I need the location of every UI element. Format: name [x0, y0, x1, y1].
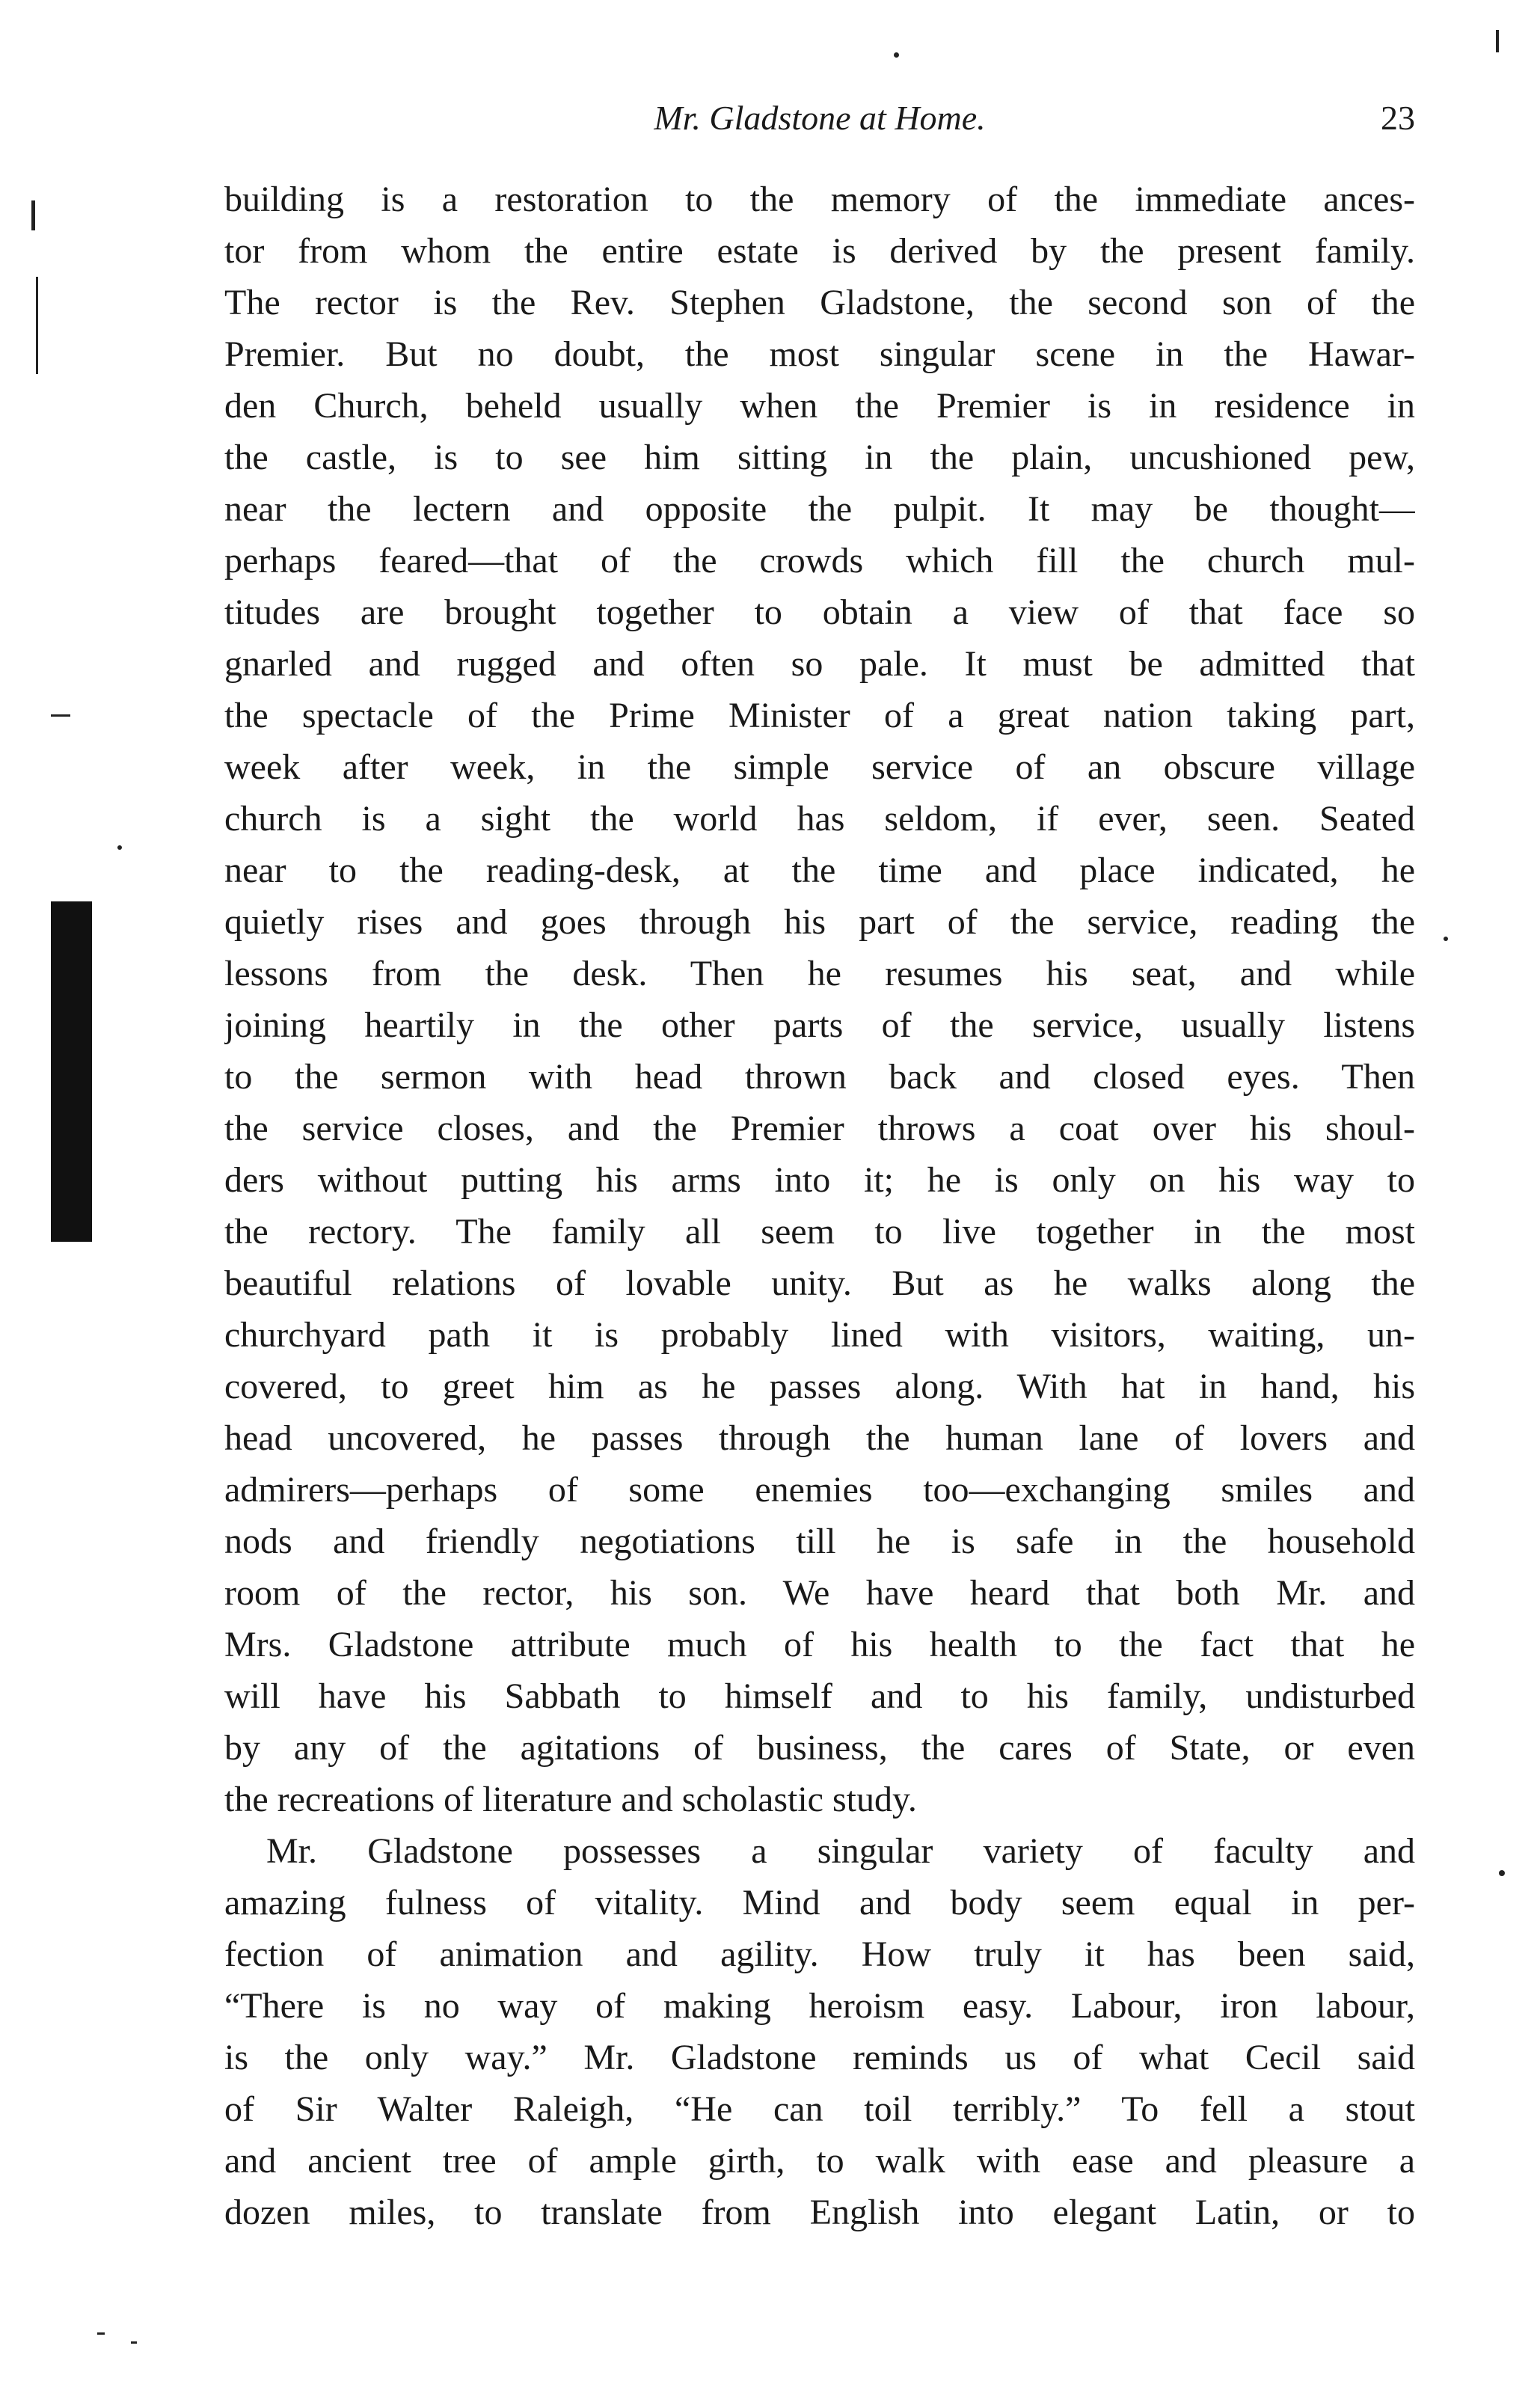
- page-number: 23: [1381, 99, 1415, 137]
- body-text: [224, 174, 1415, 2238]
- text-line: building is a restoration to the memory of the immediate ances-: [224, 180, 1415, 219]
- text-line: den Church, beheld usually when the Premier is in residence in: [224, 386, 1415, 426]
- text-line: joining heartily in the other parts of the service, usually listens: [224, 1005, 1415, 1045]
- text-line: near the lectern and opposite the pulpit. It may be thought—: [224, 489, 1415, 529]
- text-line: the recreations of literature and scholastic study.: [224, 1780, 917, 1819]
- running-title: Mr. Gladstone at Home.: [654, 99, 986, 137]
- text-line: “There is no way of making heroism easy. Labour, iron labour,: [224, 1986, 1415, 2026]
- text-line: ders without putting his arms into it; he is only on his way to: [224, 1160, 1415, 1200]
- scan-artifact-mark: [117, 845, 122, 850]
- scan-artifact-mark: [1499, 1870, 1505, 1876]
- text-line: quietly rises and goes through his part of the service, reading the: [224, 902, 1415, 942]
- text-line: perhaps feared—that of the crowds which fill the church mul-: [224, 541, 1415, 580]
- text-line: week after week, in the simple service of an obscure village: [224, 747, 1415, 787]
- text-line: admirers—perhaps of some enemies too—exchanging smiles and: [224, 1470, 1415, 1510]
- scan-artifact-mark: [131, 2341, 137, 2344]
- scan-artifact-mark: [894, 52, 899, 58]
- text-line: titudes are brought together to obtain a view of that face so: [224, 592, 1415, 632]
- text-line: Mrs. Gladstone attribute much of his health to the fact that he: [224, 1625, 1415, 1664]
- text-line: amazing fulness of vitality. Mind and body seem equal in per-: [224, 1883, 1415, 1923]
- text-line: by any of the agitations of business, the cares of State, or even: [224, 1728, 1415, 1768]
- text-line: churchyard path it is probably lined with visitors, waiting, un-: [224, 1315, 1415, 1355]
- scan-artifact-mark: [31, 200, 35, 230]
- scan-artifact-mark: [1444, 937, 1448, 941]
- text-line: gnarled and rugged and often so pale. It must be admitted that: [224, 644, 1415, 684]
- text-line: room of the rector, his son. We have heard that both Mr. and: [224, 1573, 1415, 1613]
- running-head: [224, 88, 1415, 148]
- text-line: The rector is the Rev. Stephen Gladstone, the second son of the: [224, 283, 1415, 322]
- text-line: fection of animation and agility. How truly it has been said,: [224, 1934, 1415, 1974]
- text-line: and ancient tree of ample girth, to walk with ease and pleasure a: [224, 2141, 1415, 2181]
- text-line: is the only way.” Mr. Gladstone reminds us of what Cecil said: [224, 2038, 1415, 2077]
- text-line: head uncovered, he passes through the human lane of lovers and: [224, 1418, 1415, 1458]
- text-line: the service closes, and the Premier throws a coat over his shoul-: [224, 1109, 1415, 1148]
- text-line: beautiful relations of lovable unity. But as he walks along the: [224, 1263, 1415, 1303]
- paragraph-1: [224, 174, 1415, 1825]
- text-line: to the sermon with head thrown back and closed eyes. Then: [224, 1057, 1415, 1097]
- scan-artifact-mark: [1496, 30, 1499, 52]
- scan-artifact-bar: [51, 901, 92, 1242]
- text-line: nods and friendly negotiations till he is safe in the household: [224, 1522, 1415, 1561]
- text-line: church is a sight the world has seldom, if ever, seen. Seated: [224, 799, 1415, 839]
- text-line: dozen miles, to translate from English into elegant Latin, or to: [224, 2193, 1415, 2232]
- scan-artifact-mark: [51, 714, 70, 717]
- text-line: tor from whom the entire estate is derived by the present family.: [224, 231, 1415, 271]
- text-line: the castle, is to see him sitting in the plain, uncushioned pew,: [224, 438, 1415, 477]
- text-line: covered, to greet him as he passes along. With hat in hand, his: [224, 1367, 1415, 1406]
- text-line: will have his Sabbath to himself and to his family, undisturbed: [224, 1676, 1415, 1716]
- text-line: the rectory. The family all seem to live together in the most: [224, 1212, 1415, 1251]
- text-line: lessons from the desk. Then he resumes his seat, and while: [224, 954, 1415, 993]
- text-line: the spectacle of the Prime Minister of a great nation taking part,: [224, 696, 1415, 735]
- text-line: near to the reading-desk, at the time and place indicated, he: [224, 851, 1415, 890]
- scan-artifact-mark: [97, 2332, 105, 2335]
- text-line: Mr. Gladstone possesses a singular variety of faculty and: [266, 1831, 1415, 1871]
- text-line: of Sir Walter Raleigh, “He can toil terribly.” To fell a stout: [224, 2089, 1415, 2129]
- paragraph-2: [224, 1825, 1415, 2238]
- scan-artifact-mark: [36, 277, 38, 374]
- text-line: Premier. But no doubt, the most singular scene in the Hawar-: [224, 334, 1415, 374]
